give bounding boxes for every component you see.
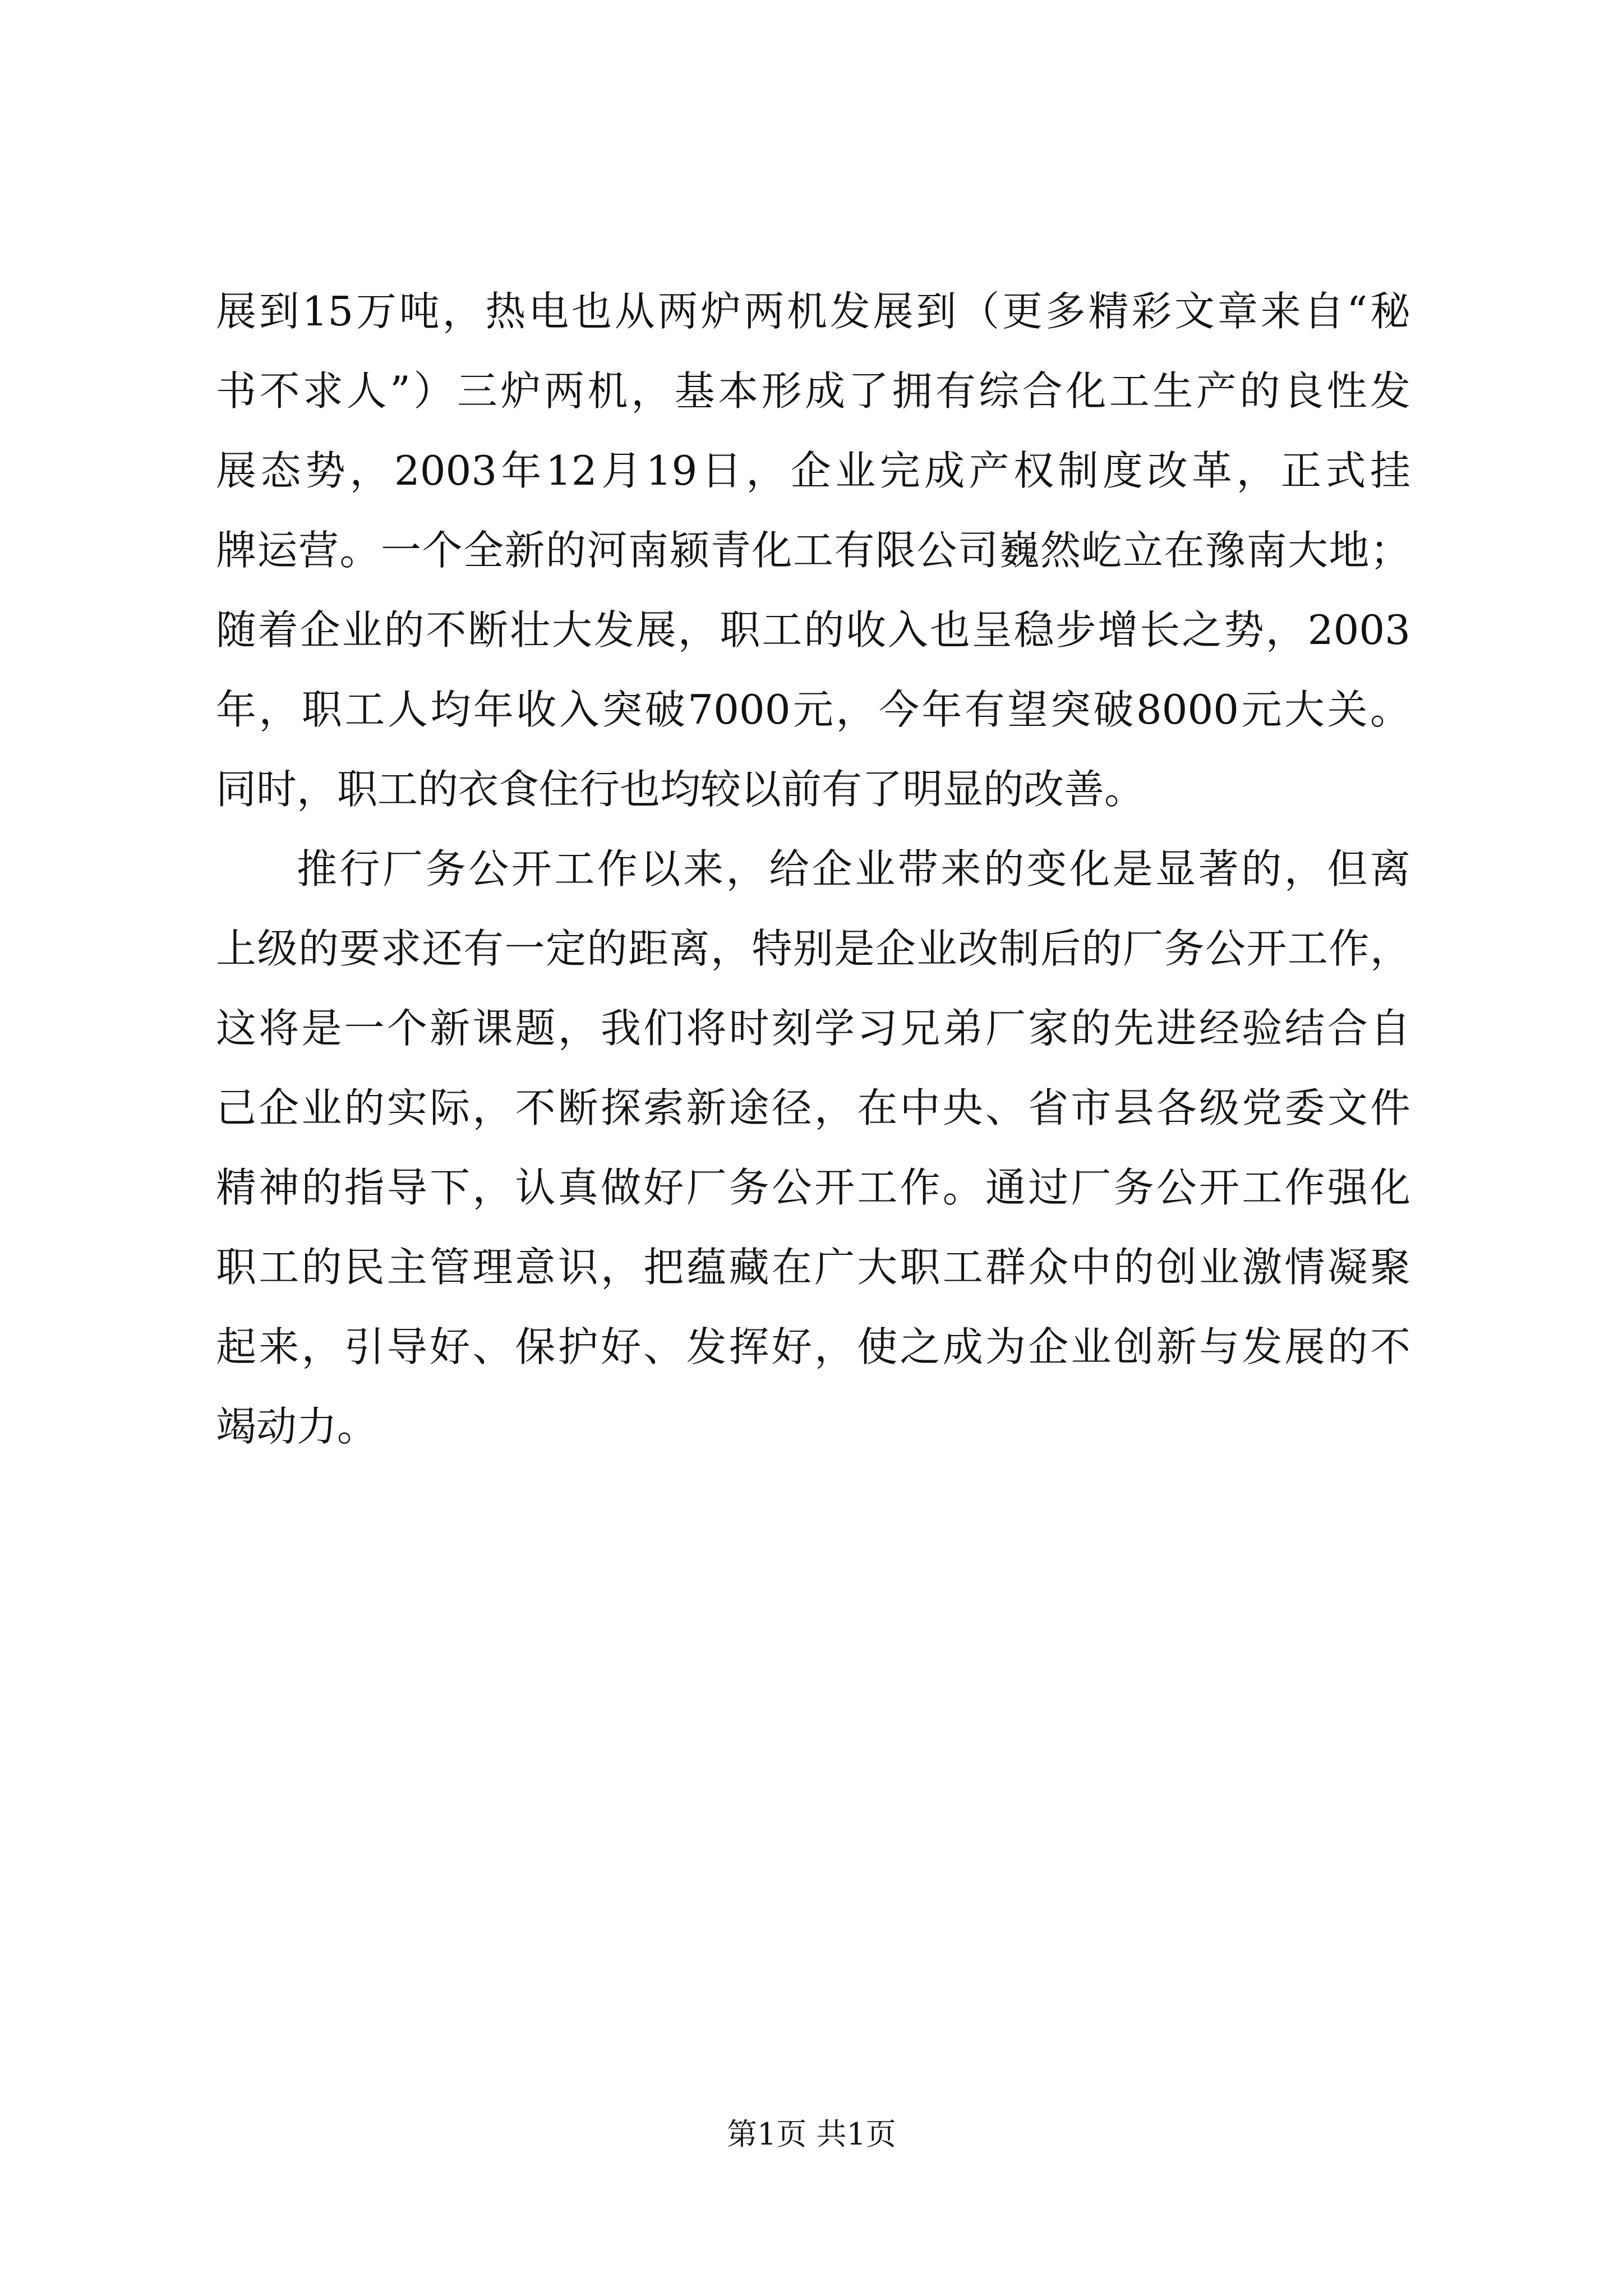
text-line: 展到15万吨，热电也从两炉两机发展到（更多精彩文章来自“秘 [216,288,1410,335]
text-line: 展态势，2003年12月19日，企业完成产权制度改革，正式挂 [216,447,1410,494]
text-line: 这将是一个新课题，我们将时刻学习兄弟厂家的先进经验结合自 [216,1005,1410,1052]
text-line: 书不求人”）三炉两机，基本形成了拥有综合化工生产的良性发 [216,367,1410,415]
text-line: 牌运营。一个全新的河南颍青化工有限公司巍然屹立在豫南大地； [216,527,1410,574]
text-line: 竭动力。 [216,1403,378,1450]
body-text [216,272,1410,1466]
text-line: 起来，引导好、保护好、发挥好，使之成为企业创新与发展的不 [216,1323,1410,1370]
text-line: 同时，职工的衣食住行也均较以前有了明显的改善。 [216,766,1145,813]
paragraph-first-line: 推行厂务公开工作以来，给企业带来的变化是显著的，但离 [297,845,1410,892]
text-line: 精神的指导下，认真做好厂务公开工作。通过厂务公开工作强化 [216,1164,1410,1211]
text-line: 随着企业的不断壮大发展，职工的收入也呈稳步增长之势，2003 [216,606,1410,654]
text-line: 职工的民主管理意识，把蕴藏在广大职工群众中的创业激情凝聚 [216,1244,1410,1291]
text-line: 年，职工人均年收入突破7000元，今年有望突破8000元大关。 [216,686,1410,733]
text-line: 己企业的实际，不断探索新途径，在中央、省市县各级党委文件 [216,1084,1410,1131]
page-number-footer: 第1页 共1页 [727,2116,896,2152]
text-line: 上级的要求还有一定的距离，特别是企业改制后的厂务公开工作， [216,925,1410,972]
